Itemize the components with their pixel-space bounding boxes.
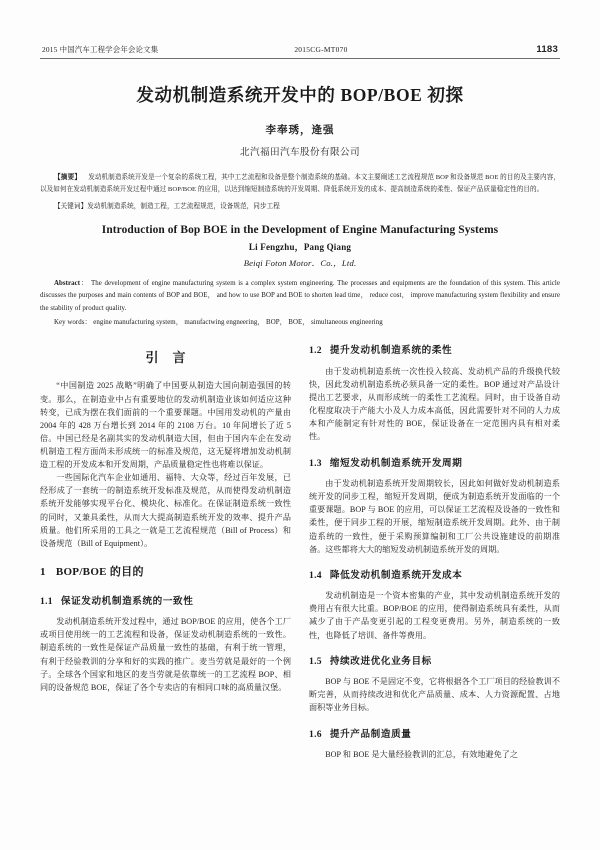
column-left xyxy=(40,343,291,819)
section-1-5-body: BOP 与 BOE 不是固定不变，它将根据各个工厂项目的经验教训不断完善，从而持续改进和优化产品质量、成本、人力资源配置、占地面积等业务目标。 xyxy=(309,677,560,713)
abstract-english xyxy=(40,278,560,315)
section-1-3-number: 1.3 xyxy=(309,457,322,469)
page-title: 发动机制造系统开发中的 BOP/BOE 初探 xyxy=(136,85,464,105)
abstract-english-text: The development of engine manufacturing system is a complex system engineering. The processes and equipments are the foundation of this system. This article discusses the purposes and main contents of BOP and BOE， and how to use BOP and BOE to shorten lead time， reduce cost， improve manufacturing system flexibility and ensure the stability of product quality. xyxy=(40,279,560,312)
abstract-chinese-text: 发动机制造系统开发是一个复杂的系统工程，其中工艺流程和设备是整个制造系统的基础。本文主要阐述工艺流程规范 BOP 和设备规范 BOE 的目的及主要内容，以及如何在发动机制造系统开发过程中通过 BOP/BOE 的应用，以达到缩短制造系统的开发周期、降低系统开发的成本、提高制造系统的柔性、保证产品质量稳定性的目的。 xyxy=(40,174,560,193)
section-1-6-title: 提升产品制造质量 xyxy=(329,728,412,740)
page-title-english: Introduction of Bop BOE in the Development of Engine Manufacturing Systems xyxy=(101,223,499,236)
column-right xyxy=(309,343,560,819)
authors-english: Li Fengzhu，Pang Qiang xyxy=(248,241,352,252)
running-head xyxy=(40,44,560,59)
keywords-english xyxy=(40,317,560,329)
section-1-4-body: 发动机制造是一个资本密集的产业，其中发动机制造系统开发的费用占有很大比重。BOP/BOE 的应用，使得制造系统具有柔性，从而减少了由于产品变更引起的工程变更费用。另外，制造系统的一致性，也降低了培训、备件等费用。 xyxy=(309,591,560,640)
authors-chinese: 李奉琇，逄强 xyxy=(265,125,335,136)
section-1-4-heading xyxy=(309,568,560,584)
section-1-3-heading xyxy=(309,456,560,472)
section-1-number: 1 xyxy=(40,565,46,578)
body-columns xyxy=(40,343,560,819)
section-1-2-heading xyxy=(309,343,560,359)
section-1-1-title: 保证发动机制造系统的一致性 xyxy=(60,595,194,607)
section-1-heading xyxy=(40,564,291,582)
introduction-heading: 引言 xyxy=(145,350,200,366)
affiliation-chinese: 北汽福田汽车股份有限公司 xyxy=(240,147,360,158)
section-1-5-title: 持续改进优化业务目标 xyxy=(329,655,432,667)
introduction-paragraph-2: 一些国际化汽车企业如通用、福特、大众等，经过百年发展，已经形成了一套统一的制造系统开发标准及规范，从而使得发动机制造系统开发能够实现平台化、模块化、标准化。在保证制造系统一致性的同时，又兼具柔性，从而大大提高制造系统开发的效率、提升产品质量。他们所采用的工具之一就是工艺流程规范（Bill of Process）和设备规范（Bill of Equipment）。 xyxy=(40,473,291,548)
keywords-chinese xyxy=(40,201,560,212)
section-1-6-body: BOP 和 BOE 是大量经验教训的汇总，有效地避免了之 xyxy=(325,750,519,760)
running-head-journal: 2015 中国汽车工程学会年会论文集 xyxy=(42,45,159,54)
running-head-paper-id: 2015CG-MT070 xyxy=(294,45,348,54)
introduction-paragraph-1: “中国制造 2025 战略”明确了中国要从制造大国向制造强国的转变。那么，在制造业中占有重要地位的发动机制造业该如何适应这种转变，已成为摆在我们面前的一个重要课题。中国用发动机的产量由 2004 年的 428 万台增长到 2014 年的 2108 万台。10 年间增长了近 5 倍。中国已经是名副其实的发动机制造大国，但由于国内车企在发动机制造工程方面尚未形成统一的标准及规范，这无疑将增加发动机制造工程的开发成本和开发周期，产品质量稳定性也将难以保证。 xyxy=(40,381,291,470)
section-1-1-body: 发动机制造系统开发过程中，通过 BOP/BOE 的应用，使各个工厂或项目使用统一的工艺流程和设备，保证发动机制造系统的一致性。制造系统的一致性是保证产品质量一致性的基础，有利于统一管理，有利于经验教训的分享和好的实践的推广。麦当劳就是最好的一个例子。全球各个国家和地区的麦当劳就是依靠统一的工艺流程 BOP、相同的设备规范 BOE，保证了各个专卖店的有相同口味的高质量汉堡。 xyxy=(40,617,291,692)
keywords-english-label: Key words xyxy=(54,318,85,326)
abstract-chinese xyxy=(40,172,560,195)
section-1-3-title: 缩短发动机制造系统开发周期 xyxy=(329,457,463,469)
section-1-1-heading xyxy=(40,594,291,610)
section-1-2-number: 1.2 xyxy=(309,345,322,357)
section-1-4-title: 降低发动机制造系统开发成本 xyxy=(329,569,463,581)
section-1-2-body: 由于发动机制造系统一次性投入较高、发动机产品的升级换代较快，因此发动机制造系统必须具备一定的柔性。BOP 通过对产品设计提出工艺要求，从而形成统一的柔性工艺流程。同时，由于设备自动化程度取决于产能大小及人力成本高低，因此需要针对不同的人力成本和产能制定有针对性的 BOE，保证设备在一定范围内具有相对柔性。 xyxy=(309,366,560,442)
section-1-4-number: 1.4 xyxy=(309,569,322,581)
section-1-1-number: 1.1 xyxy=(40,595,53,607)
abstract-chinese-label: 【摘要】 xyxy=(54,174,82,181)
keywords-chinese-label: 【关键词】 xyxy=(54,203,88,211)
section-1-2-title: 提升发动机制造系统的柔性 xyxy=(329,345,453,357)
section-1-5-number: 1.5 xyxy=(309,655,322,667)
section-1-5-heading xyxy=(309,654,560,670)
section-1-6-number: 1.6 xyxy=(309,728,322,740)
section-1-3-body: 由于发动机制造系统开发周期较长，因此如何做好发动机制造系统开发的同步工程，缩短开发周期，便成为制造系统开发面临的一个重要课题。BOP 与 BOE 的应用，可以保证工艺流程及设备的一致性和柔性，便于同步工程的开展，缩短制造系统开发周期。此外、由于制造系统的一致性，便于采购预算编制和工厂公共设施建设的前期准备。这些都将大大的缩短发动机制造系统开发的周期。 xyxy=(309,479,560,554)
section-1-6-heading xyxy=(309,727,560,743)
abstract-english-label: Abstract xyxy=(54,279,81,287)
abstract-english-separator: ： xyxy=(80,279,89,287)
keywords-english-text: engine manufacturing system， manufactwing engneering， BOP， BOE， simultaneous engineering xyxy=(93,318,383,326)
page-number: 1183 xyxy=(536,44,558,55)
affiliation-english: Beiqi Foton Motor．Co.，Ltd. xyxy=(243,257,357,268)
keywords-chinese-text: 发动机制造系统，制造工程，工艺流程规范，设备规范，同步工程 xyxy=(87,203,280,211)
keywords-english-separator: ： xyxy=(84,318,92,326)
section-1-title: BOP/BOE 的目的 xyxy=(55,565,144,578)
